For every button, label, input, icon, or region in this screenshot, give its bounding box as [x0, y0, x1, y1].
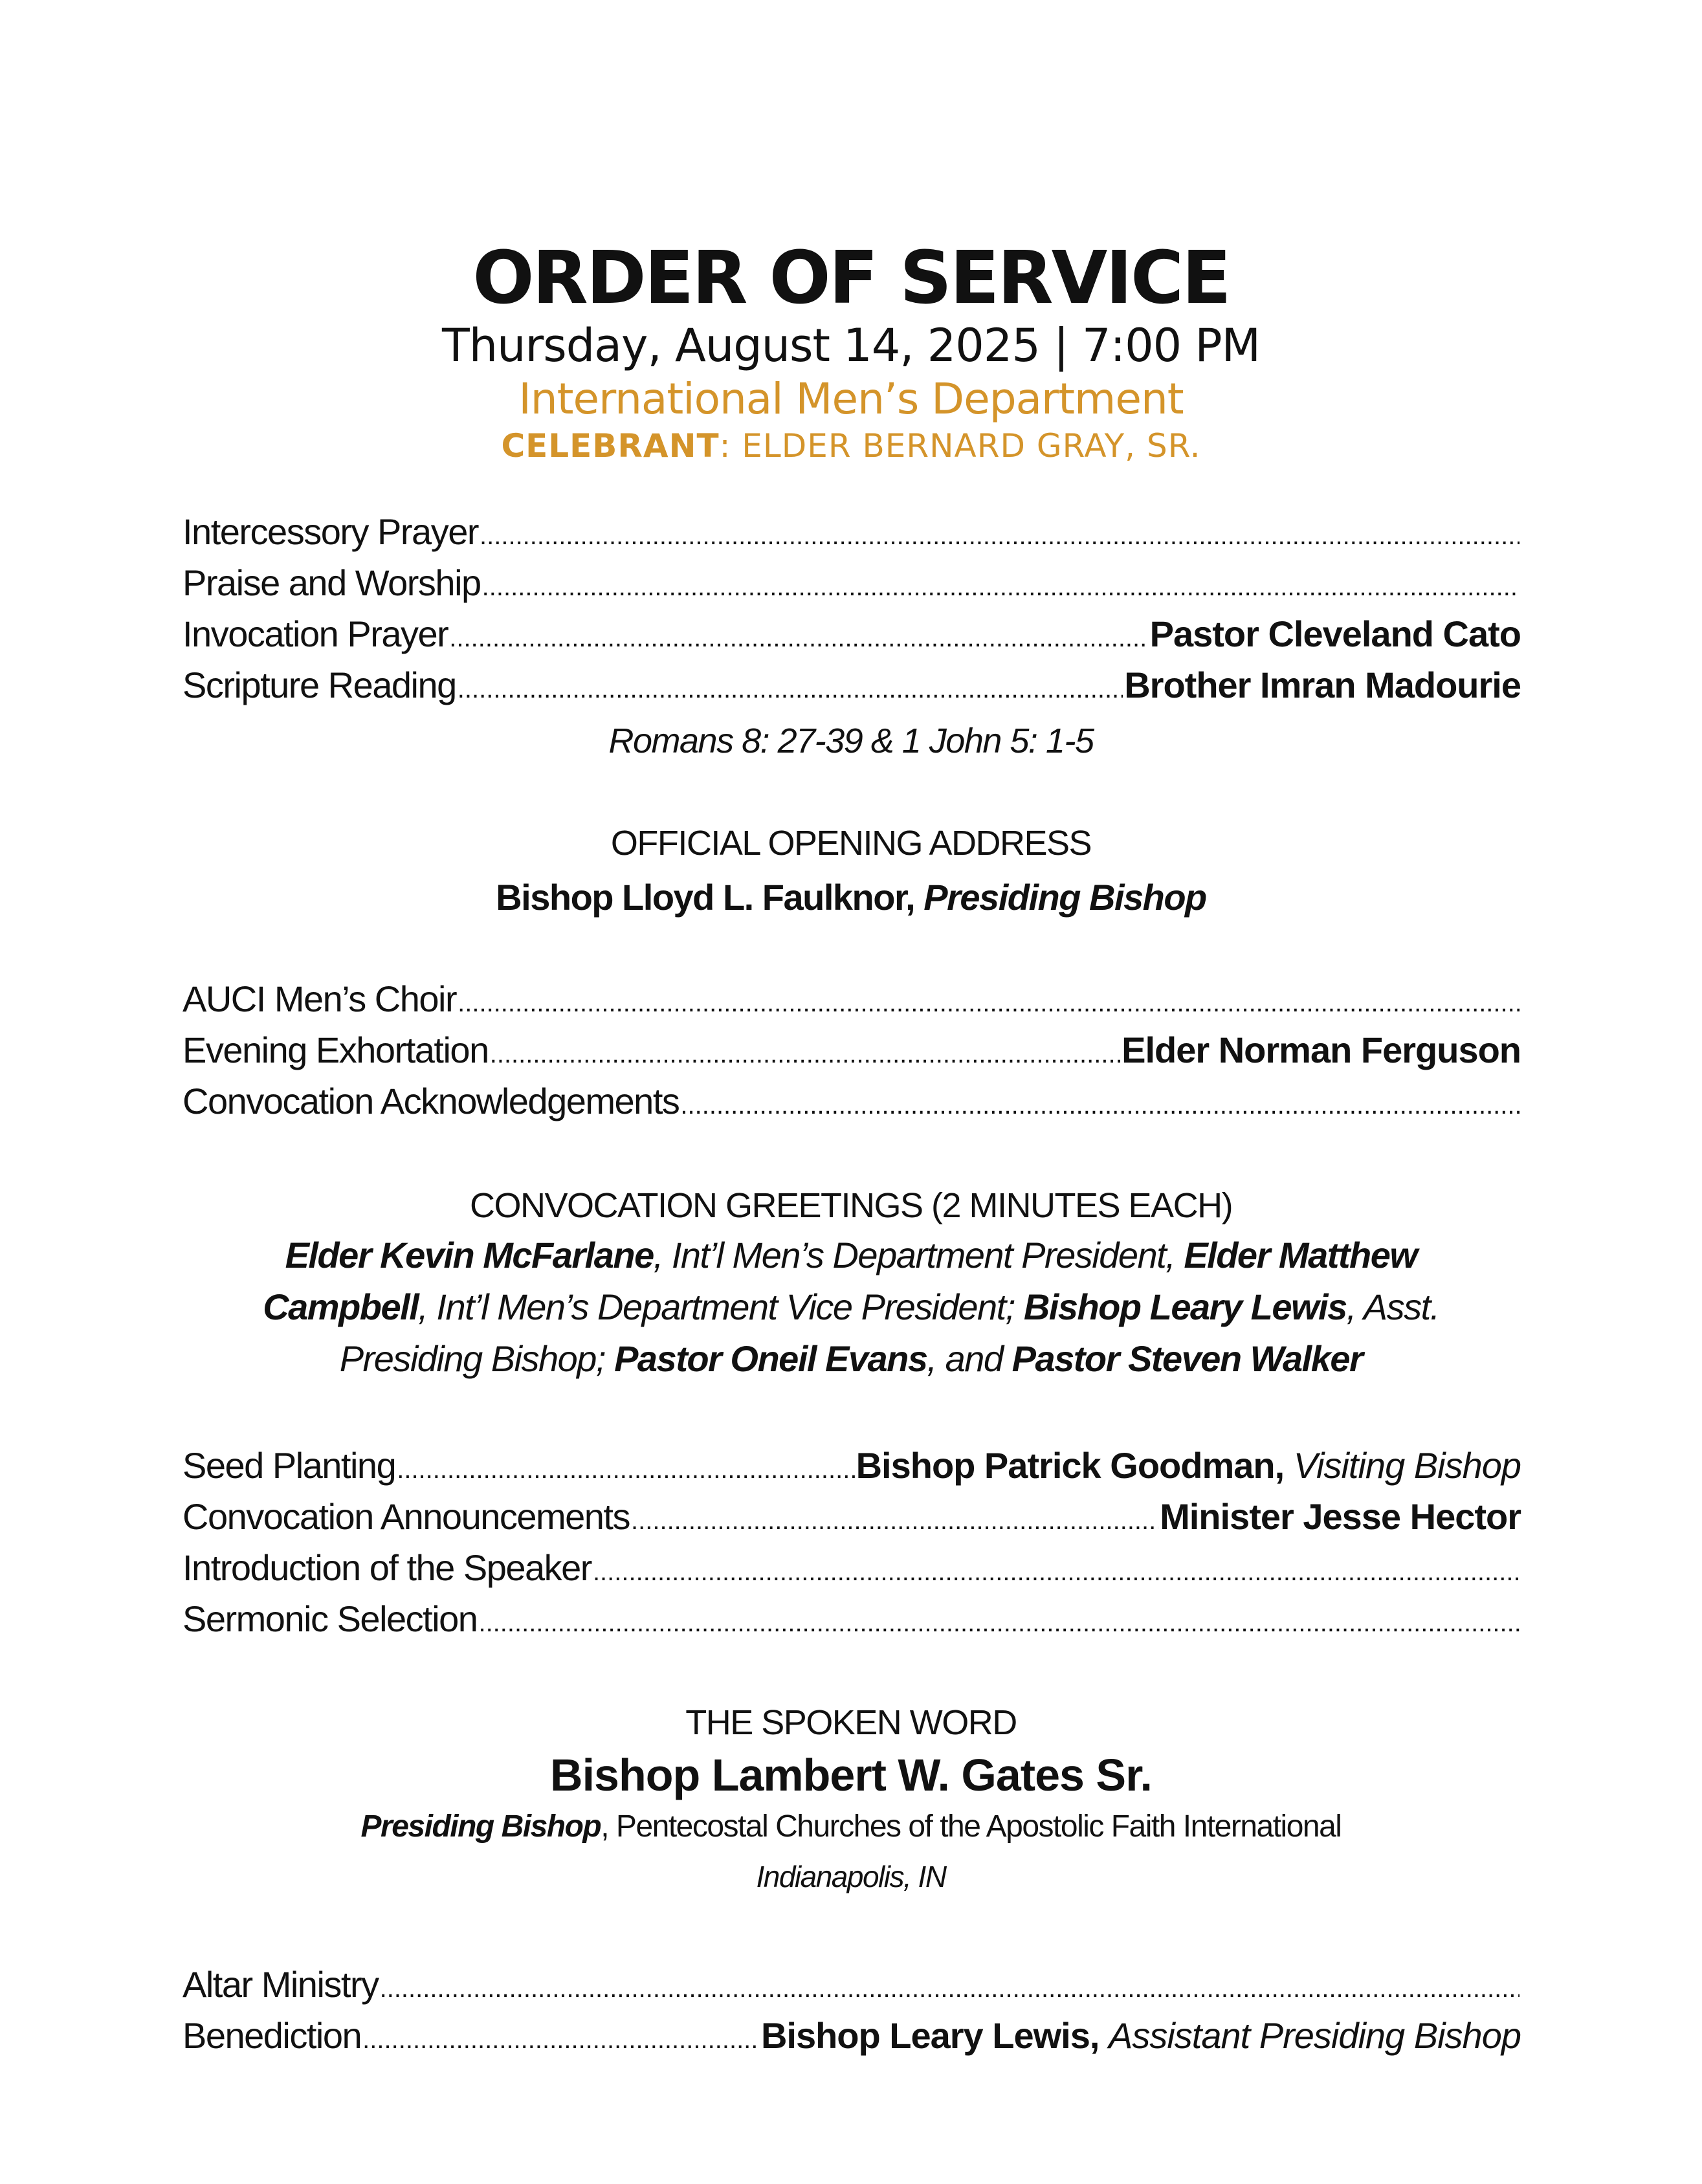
leader-dots: [680, 1081, 1520, 1129]
leader-dots: [480, 512, 1520, 560]
speaker-organization: , Pentecostal Churches of the Apostolic Faith International: [601, 1809, 1342, 1844]
leader-dots: [458, 665, 1123, 713]
speaker-title: [0, 1805, 1702, 1848]
greeter-name: Pastor Steven Walker: [1011, 1338, 1363, 1379]
item-person: [761, 2012, 1521, 2060]
item-label: Benediction: [182, 2015, 362, 2056]
speaker-name: Bishop Lambert W. Gates Sr.: [550, 1750, 1152, 1800]
item-label: Seed Planting: [182, 1445, 396, 1486]
opening-address-role: Presiding Bishop: [923, 877, 1206, 918]
item-sermonic-selection: [182, 1595, 1521, 1643]
item-person: [856, 1442, 1521, 1490]
speaker-role: Presiding Bishop: [360, 1809, 601, 1844]
leader-dots: [482, 563, 1520, 611]
item-intercessory-prayer: [182, 508, 1521, 556]
greeter-role: , Asst. Presiding Bishop;: [339, 1286, 1439, 1379]
leader-dots: [631, 1497, 1158, 1545]
item-person: Pastor Cleveland Cato: [1149, 613, 1521, 654]
opening-address-heading: OFFICIAL OPENING ADDRESS: [610, 824, 1092, 863]
item-label: Invocation Prayer: [182, 613, 448, 654]
opening-address-speaker: [0, 874, 1702, 921]
item-altar-ministry: [182, 1961, 1521, 2009]
speaker-location: Indianapolis, IN: [756, 1860, 946, 1893]
greetings-heading: CONVOCATION GREETINGS (2 MINUTES EACH): [469, 1186, 1233, 1225]
celebrant-line: [0, 425, 1702, 467]
greetings-list: [204, 1230, 1498, 1385]
greeter-role: , and: [927, 1338, 1012, 1379]
item-label: Introduction of the Speaker: [182, 1547, 591, 1588]
spoken-word-heading: THE SPOKEN WORD: [685, 1703, 1017, 1742]
leader-dots: [362, 2016, 760, 2064]
leader-dots: [458, 979, 1520, 1027]
greeter-name: Pastor Oneil Evans: [614, 1338, 927, 1379]
greeter-name: Elder Kevin McFarlane: [285, 1235, 654, 1275]
item-person: Elder Norman Ferguson: [1122, 1030, 1521, 1070]
item-person-name: Bishop Patrick Goodman,: [856, 1445, 1294, 1486]
item-seed-planting: [182, 1442, 1521, 1490]
greeter-name: Bishop Leary Lewis: [1023, 1286, 1347, 1327]
item-benediction: [182, 2012, 1521, 2060]
greeter-role: , Int’l Men’s Department Vice President;: [418, 1286, 1024, 1327]
item-evening-exhortation: [182, 1026, 1521, 1074]
header: [0, 236, 1702, 467]
leader-dots: [380, 1965, 1520, 2013]
item-label: Praise and Worship: [182, 562, 481, 603]
item-label: AUCI Men’s Choir: [182, 978, 457, 1019]
item-scripture-reading: [182, 661, 1521, 709]
leader-dots: [490, 1030, 1120, 1078]
item-announcements: [182, 1493, 1521, 1541]
celebrant-value: : ELDER BERNARD GRAY, SR.: [719, 427, 1201, 465]
item-invocation-prayer: [182, 610, 1521, 658]
item-label: Sermonic Selection: [182, 1598, 478, 1639]
leader-dots: [449, 614, 1148, 662]
item-person: Minister Jesse Hector: [1160, 1496, 1521, 1537]
item-label: Convocation Announcements: [182, 1496, 630, 1537]
item-label: Scripture Reading: [182, 665, 456, 705]
item-label: Evening Exhortation: [182, 1030, 489, 1070]
leader-dots: [593, 1548, 1520, 1596]
item-introduction-speaker: [182, 1544, 1521, 1592]
celebrant-label: CELEBRANT: [501, 427, 720, 465]
page-title: ORDER OF SERVICE: [472, 236, 1230, 320]
item-label: Altar Ministry: [182, 1964, 379, 2005]
item-person-role: Assistant Presiding Bishop: [1108, 2015, 1521, 2056]
service-datetime: Thursday, August 14, 2025 | 7:00 PM: [441, 319, 1261, 372]
item-mens-choir: [182, 975, 1521, 1023]
item-label: Convocation Acknowledgements: [182, 1081, 680, 1121]
item-convocation-acknowledgements: [182, 1077, 1521, 1125]
item-person-name: Bishop Leary Lewis,: [760, 2015, 1109, 2056]
greeter-role: , Int’l Men’s Department President,: [653, 1235, 1184, 1275]
item-praise-worship: [182, 559, 1521, 607]
item-person: Brother Imran Madourie: [1124, 665, 1521, 705]
opening-address-name: Bishop Lloyd L. Faulknor,: [496, 877, 924, 918]
scripture-references: Romans 8: 27-39 & 1 John 5: 1-5: [608, 722, 1094, 760]
item-label: Intercessory Prayer: [182, 511, 478, 552]
leader-dots: [478, 1599, 1520, 1647]
leader-dots: [397, 1446, 854, 1494]
department-name: International Men’s Department: [518, 374, 1184, 424]
item-person-role: Visiting Bishop: [1293, 1445, 1521, 1486]
greeter-name: Elder Matthew Campbell: [263, 1235, 1417, 1327]
